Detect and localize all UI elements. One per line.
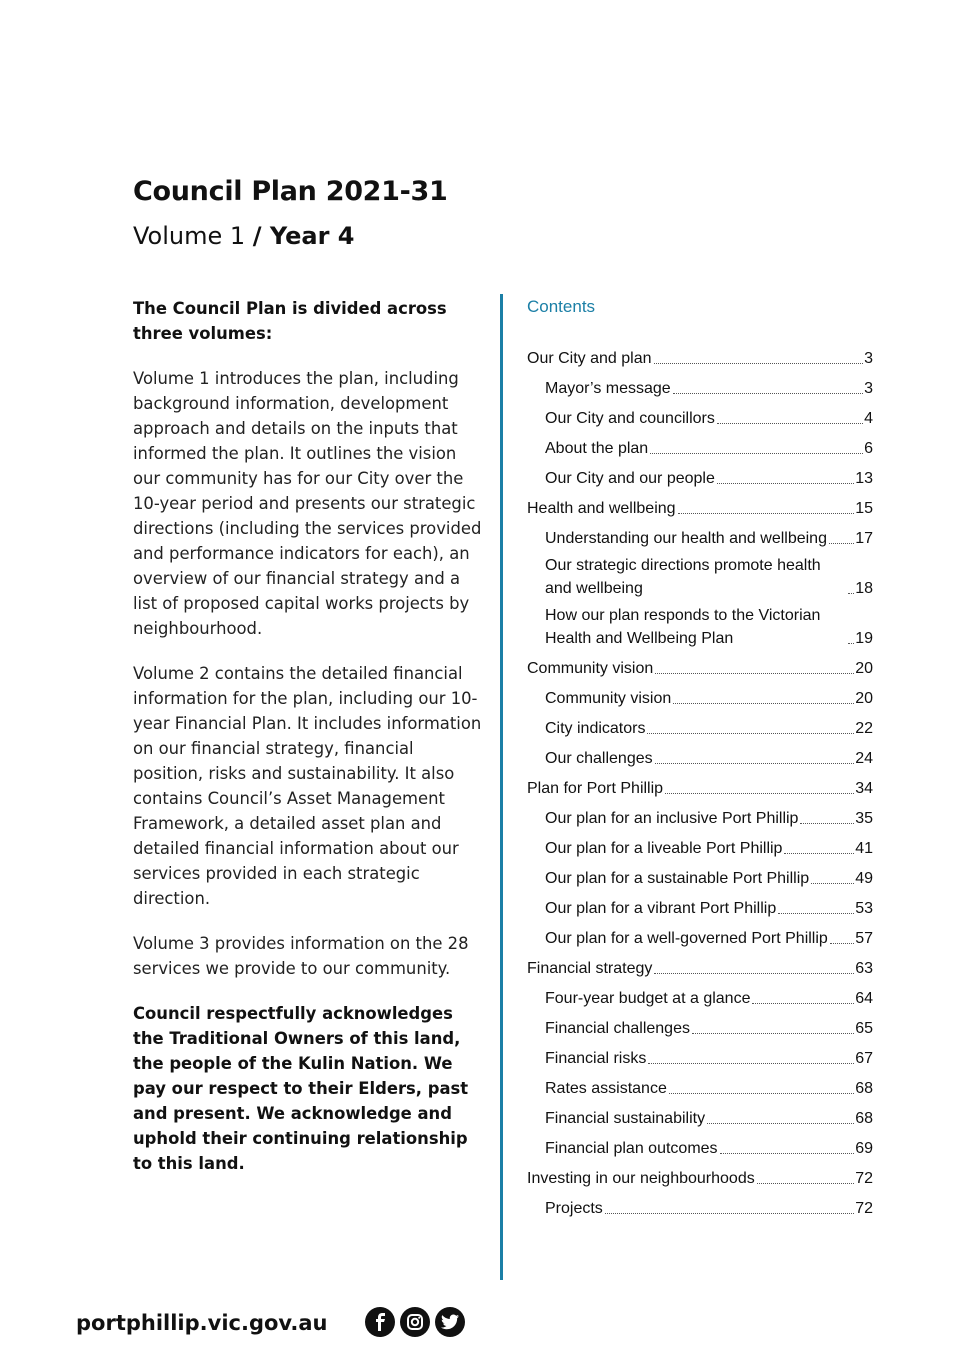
table-of-contents	[527, 340, 873, 1220]
toc-leader-dots	[752, 1003, 854, 1004]
toc-leader-dots	[720, 1153, 855, 1154]
toc-entry-page: 67	[855, 1050, 873, 1067]
toc-entry-page: 15	[855, 500, 873, 517]
toc-entry-page: 18	[855, 580, 873, 597]
toc-entry-label: About the plan	[545, 440, 649, 457]
toc-entry-label: Our City and councillors	[545, 410, 715, 427]
toc-subsection-entry[interactable]	[527, 837, 873, 860]
toc-leader-dots	[811, 883, 854, 884]
toc-leader-dots	[678, 513, 855, 514]
toc-subsection-entry[interactable]	[527, 1197, 873, 1220]
toc-entry-page: 17	[855, 530, 873, 547]
toc-leader-dots	[647, 733, 854, 734]
toc-entry-page: 65	[855, 1020, 873, 1037]
toc-leader-dots	[673, 703, 854, 704]
toc-section-entry[interactable]	[527, 777, 873, 800]
volume-label: Volume 1	[133, 222, 253, 250]
toc-leader-dots	[757, 1183, 854, 1184]
toc-subsection-entry[interactable]	[527, 1107, 873, 1130]
toc-leader-dots	[665, 793, 854, 794]
toc-subsection-entry[interactable]	[527, 1137, 873, 1160]
toc-subsection-entry[interactable]	[527, 867, 873, 890]
toc-entry-page: 3	[864, 350, 873, 367]
volume-3-description: Volume 3 provides information on the 28 services we provide to our community.	[133, 934, 469, 978]
toc-leader-dots	[717, 423, 863, 424]
toc-leader-dots	[848, 593, 854, 594]
toc-leader-dots	[707, 1123, 854, 1124]
toc-entry-page: 4	[864, 410, 873, 427]
toc-section-entry[interactable]	[527, 347, 873, 370]
toc-entry-page: 69	[855, 1140, 873, 1157]
twitter-icon[interactable]	[435, 1307, 465, 1337]
toc-section-entry[interactable]	[527, 497, 873, 520]
facebook-icon[interactable]	[365, 1307, 395, 1337]
toc-leader-dots	[648, 1063, 854, 1064]
toc-subsection-entry[interactable]	[527, 897, 873, 920]
toc-entry-label: Understanding our health and wellbeing	[545, 530, 827, 547]
intro-column	[133, 296, 485, 1196]
toc-entry-page: 53	[855, 900, 873, 917]
toc-entry-page: 57	[855, 930, 873, 947]
page-subtitle	[133, 222, 354, 250]
toc-entry-page: 20	[855, 660, 873, 677]
contents-heading: Contents	[527, 297, 596, 316]
toc-leader-dots	[784, 853, 854, 854]
toc-entry-label: Our City and our people	[545, 470, 715, 487]
toc-entry-page: 49	[855, 870, 873, 887]
intro-lead: The Council Plan is divided across three volumes:	[133, 299, 447, 343]
toc-entry-page: 6	[864, 440, 873, 457]
toc-entry-label: Plan for Port Phillip	[527, 780, 664, 797]
toc-entry-page: 72	[855, 1200, 873, 1217]
toc-subsection-entry[interactable]	[527, 467, 873, 490]
acknowledgement-of-country: Council respectfully acknowledges the Traditional Owners of this land, the people of the Kulin Nation. We pay our respect to their Elders, past and present. We acknowledge and uphold their continuing relationship to this land.	[133, 1004, 469, 1173]
toc-leader-dots	[669, 1093, 854, 1094]
toc-entry-label: Financial sustainability	[545, 1110, 706, 1127]
volume-1-description: Volume 1 introduces the plan, including background information, development approach and details on the inputs that informed the plan. It outlines the vision our community has for our City over the 10-year period and presents our strategic directions (including the services provided and performance indicators for each), an overview of our financial strategy and a list of proposed capital works projects by neighbourhood.	[133, 369, 482, 638]
toc-entry-label: City indicators	[545, 720, 646, 737]
toc-subsection-entry[interactable]	[527, 1017, 873, 1040]
toc-entry-label: Our plan for a well-governed Port Phillip	[545, 930, 828, 947]
toc-entry-label: Our plan for a vibrant Port Phillip	[545, 900, 777, 917]
toc-leader-dots	[830, 943, 854, 944]
toc-subsection-entry[interactable]	[527, 807, 873, 830]
toc-entry-label: Community vision	[545, 690, 672, 707]
toc-subsection-entry[interactable]	[527, 527, 873, 550]
toc-subsection-entry[interactable]	[527, 437, 873, 460]
toc-leader-dots	[848, 643, 854, 644]
instagram-icon[interactable]	[400, 1307, 430, 1337]
toc-entry-label: Our City and plan	[527, 350, 652, 367]
toc-entry-label: Financial strategy	[527, 960, 653, 977]
page-title: Council Plan 2021-31	[133, 176, 448, 207]
toc-entry-label: Mayor’s message	[545, 380, 671, 397]
toc-section-entry[interactable]	[527, 657, 873, 680]
toc-entry-label: Our plan for an inclusive Port Phillip	[545, 810, 799, 827]
toc-entry-page: 41	[855, 840, 873, 857]
toc-entry-label: Four-year budget at a glance	[545, 990, 751, 1007]
toc-entry-label: Our plan for a sustainable Port Phillip	[545, 870, 810, 887]
toc-section-entry[interactable]	[527, 957, 873, 980]
year-label: / Year 4	[252, 222, 355, 250]
toc-leader-dots	[605, 1213, 854, 1214]
toc-entry-label: Rates assistance	[545, 1080, 667, 1097]
toc-subsection-entry[interactable]	[527, 1077, 873, 1100]
toc-subsection-entry[interactable]	[527, 747, 873, 770]
toc-entry-page: 35	[855, 810, 873, 827]
toc-leader-dots	[673, 393, 863, 394]
toc-entry-page: 63	[855, 960, 873, 977]
toc-subsection-entry[interactable]	[527, 927, 873, 950]
toc-subsection-entry[interactable]	[527, 717, 873, 740]
toc-entry-label: Our strategic directions promote health and wellbeing	[545, 557, 821, 597]
toc-leader-dots	[655, 673, 854, 674]
toc-leader-dots	[655, 763, 855, 764]
toc-entry-label: Financial risks	[545, 1050, 647, 1067]
toc-entry-label: Our plan for a liveable Port Phillip	[545, 840, 783, 857]
website-url[interactable]: portphillip.vic.gov.au	[76, 1311, 328, 1335]
toc-leader-dots	[650, 453, 863, 454]
toc-leader-dots	[692, 1033, 854, 1034]
toc-entry-label: Investing in our neighbourhoods	[527, 1170, 755, 1187]
toc-subsection-entry[interactable]	[527, 407, 873, 430]
toc-subsection-entry[interactable]	[527, 377, 873, 400]
toc-leader-dots	[778, 913, 854, 914]
toc-leader-dots	[800, 823, 854, 824]
toc-entry-label: Projects	[545, 1200, 603, 1217]
toc-entry-label: Financial plan outcomes	[545, 1140, 718, 1157]
toc-entry-page: 3	[864, 380, 873, 397]
toc-entry-page: 64	[855, 990, 873, 1007]
toc-entry-page: 20	[855, 690, 873, 707]
toc-entry-page: 68	[855, 1080, 873, 1097]
toc-subsection-entry[interactable]	[527, 687, 873, 710]
toc-leader-dots	[654, 363, 864, 364]
toc-entry-page: 68	[855, 1110, 873, 1127]
toc-entry-label: Our challenges	[545, 750, 653, 767]
column-divider	[500, 294, 503, 1280]
toc-subsection-entry[interactable]	[527, 1047, 873, 1070]
toc-leader-dots	[717, 483, 854, 484]
toc-entry-page: 72	[855, 1170, 873, 1187]
toc-entry-label: How our plan responds to the Victorian Health and Wellbeing Plan	[545, 607, 821, 647]
toc-leader-dots	[654, 973, 854, 974]
toc-entry-page: 22	[855, 720, 873, 737]
toc-subsection-entry[interactable]	[527, 987, 873, 1010]
toc-leader-dots	[829, 543, 854, 544]
toc-subsection-entry[interactable]	[527, 604, 873, 650]
toc-section-entry[interactable]	[527, 1167, 873, 1190]
toc-entry-label: Financial challenges	[545, 1020, 690, 1037]
toc-entry-page: 24	[855, 750, 873, 767]
toc-entry-page: 19	[855, 630, 873, 647]
volume-2-description: Volume 2 contains the detailed financial information for the plan, including our 10-year Financial Plan. It includes information on our financial strategy, financial position, risks and sustainability. It also contains Council’s Asset Management Framework, a detailed asset plan and detailed financial information about our services provided in each strategic direction.	[133, 664, 482, 908]
toc-entry-label: Community vision	[527, 660, 654, 677]
toc-subsection-entry[interactable]	[527, 554, 873, 600]
toc-entry-page: 34	[855, 780, 873, 797]
toc-entry-page: 13	[855, 470, 873, 487]
toc-entry-label: Health and wellbeing	[527, 500, 676, 517]
